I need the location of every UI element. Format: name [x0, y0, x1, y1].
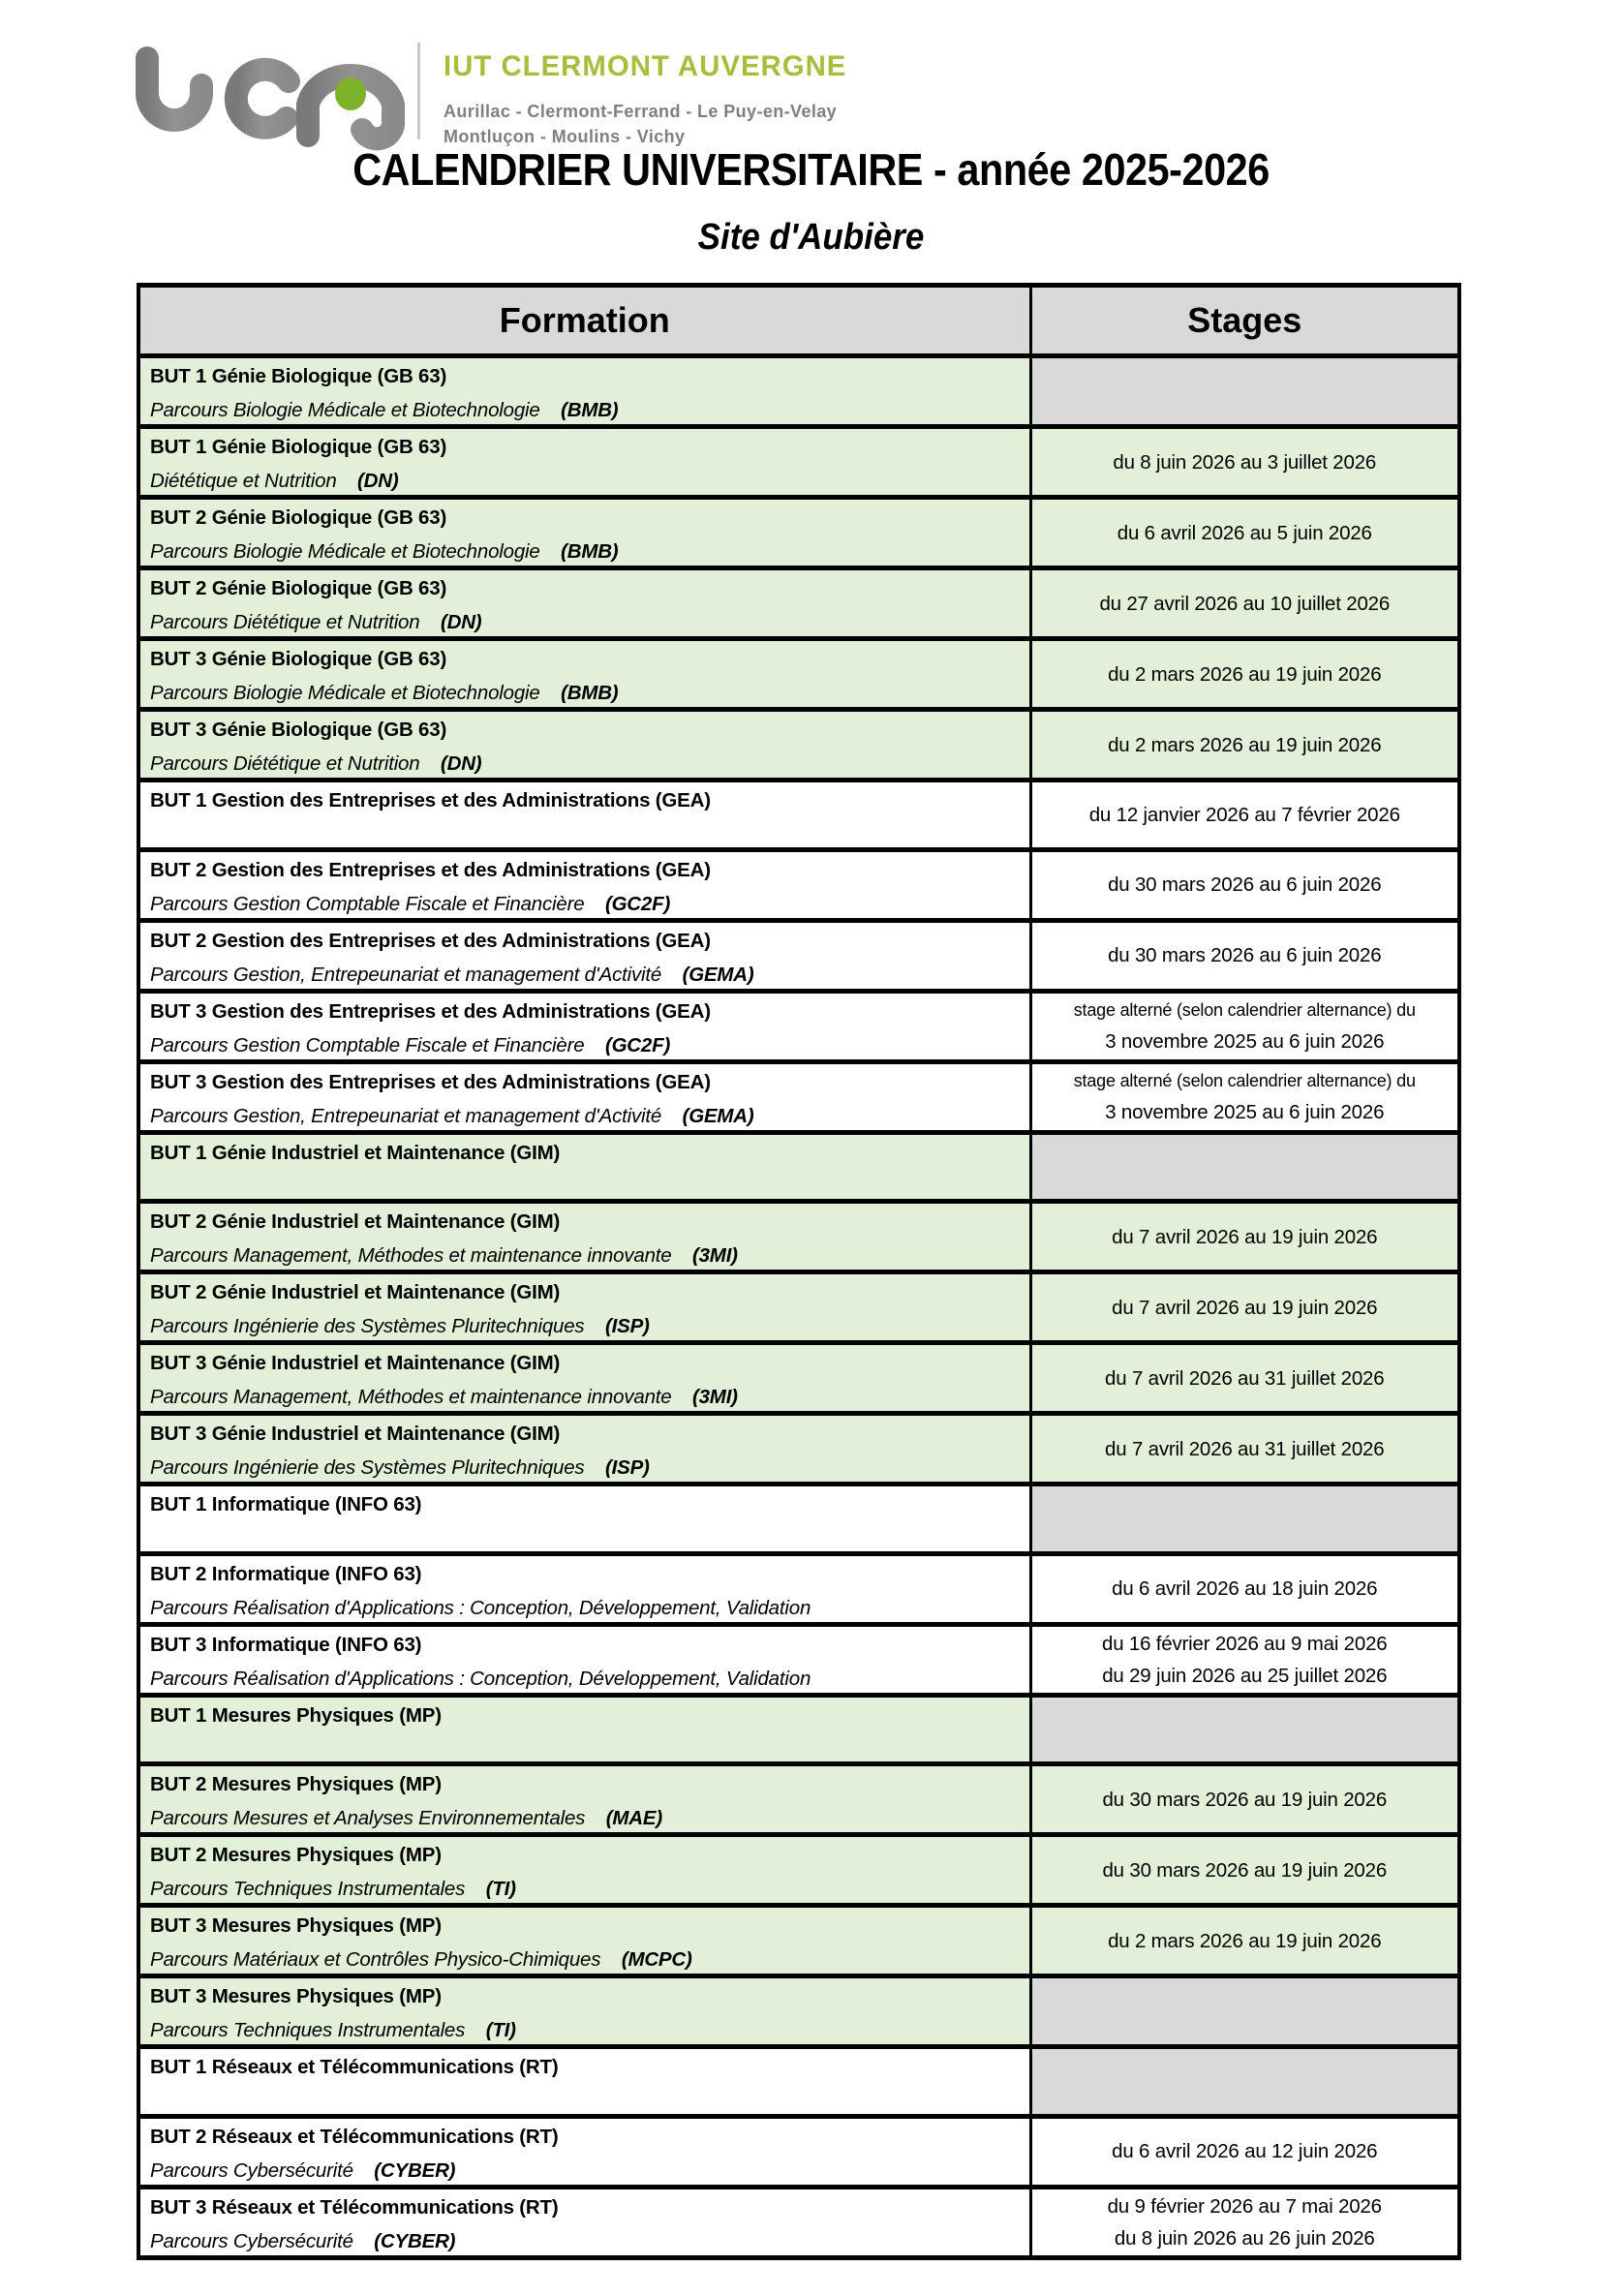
stages-cell: [1030, 568, 1459, 639]
table-row: [138, 1624, 1459, 1695]
stages-cell: [1030, 1695, 1459, 1764]
parcours-code: (GEMA): [682, 963, 754, 986]
stage-period: du 30 mars 2026 au 6 juin 2026: [1108, 944, 1382, 966]
parcours-label: Parcours Cybersécurité: [150, 2158, 353, 2182]
parcours-code: (BMB): [561, 682, 619, 704]
stage-period: du 30 mars 2026 au 19 juin 2026: [1102, 1788, 1388, 1811]
formation-title: BUT 3 Réseaux et Télécommunications (RT): [150, 2195, 559, 2219]
stage-period: du 8 juin 2026 au 26 juin 2026: [1114, 2226, 1375, 2250]
table-row: [138, 427, 1459, 498]
parcours-label: Parcours Techniques Instrumentales: [150, 1878, 466, 1900]
parcours-code: (TI): [485, 2019, 516, 2041]
formation-cell: [138, 498, 1030, 568]
formation-cell: [138, 849, 1030, 920]
parcours-label: Parcours Biologie Médicale et Biotechnologie: [150, 540, 540, 563]
formation-title: BUT 1 Gestion des Entreprises et des Administrations (GEA): [150, 789, 711, 811]
table-row: [138, 1695, 1459, 1764]
parcours-code: (GC2F): [604, 892, 671, 915]
stages-cell: [1030, 710, 1459, 781]
page-title: CALENDRIER UNIVERSITAIRE - année 2025-2026: [352, 144, 1270, 195]
stage-period: du 2 mars 2026 au 19 juin 2026: [1108, 662, 1382, 686]
table-body: [138, 356, 1459, 2258]
stage-period: du 9 février 2026 au 7 mai 2026: [1107, 2194, 1382, 2218]
formation-parcours: [150, 1241, 1018, 1270]
stage-period: du 6 avril 2026 au 18 juin 2026: [1112, 1577, 1378, 1600]
logo-divider: [417, 43, 420, 139]
table-row: [138, 1202, 1459, 1272]
stage-period: du 6 avril 2026 au 5 juin 2026: [1117, 521, 1372, 544]
formation-title: BUT 1 Génie Industriel et Maintenance (GIM): [150, 1141, 561, 1164]
table-row: [138, 1414, 1459, 1485]
formation-parcours: [150, 961, 1018, 989]
parcours-label: Parcours Techniques Instrumentales: [150, 2019, 466, 2041]
formation-cell: [138, 1132, 1030, 1202]
formation-parcours: [150, 2157, 1018, 2185]
formation-title: BUT 2 Mesures Physiques (MP): [150, 1773, 442, 1795]
stage-period: du 2 mars 2026 au 19 juin 2026: [1108, 733, 1382, 756]
stages-cell: [1030, 639, 1459, 710]
formation-title: BUT 3 Génie Biologique (GB 63): [150, 648, 447, 670]
formation-cell: [138, 1414, 1030, 1485]
formation-title: BUT 1 Génie Biologique (GB 63): [150, 436, 447, 458]
parcours-code: (BMB): [561, 540, 619, 563]
parcours-label: Parcours Biologie Médicale et Biotechnologie: [150, 399, 540, 421]
table-row: [138, 1061, 1459, 1132]
stage-period: du 8 juin 2026 au 3 juillet 2026: [1113, 450, 1377, 474]
table-row: [138, 568, 1459, 639]
campus-cities-line1: Aurillac - Clermont-Ferrand - Le Puy-en-Velay: [444, 102, 838, 121]
stage-period: du 16 février 2026 au 9 mai 2026: [1102, 1632, 1388, 1655]
stage-period: du 7 avril 2026 au 19 juin 2026: [1112, 1225, 1378, 1248]
formation-title: BUT 3 Génie Industriel et Maintenance (GIM): [150, 1352, 561, 1374]
formation-parcours: [150, 1665, 1018, 1693]
table-row: [138, 1343, 1459, 1414]
parcours-code: (3MI): [691, 1244, 738, 1267]
formation-cell: [138, 1906, 1030, 1976]
formation-title: BUT 3 Mesures Physiques (MP): [150, 1914, 442, 1937]
formation-cell: [138, 1061, 1030, 1132]
table-row: [138, 849, 1459, 920]
table-row: [138, 781, 1459, 850]
formation-cell: [138, 1553, 1030, 1624]
formation-title: BUT 3 Génie Industriel et Maintenance (GIM): [150, 1423, 561, 1445]
formation-title: BUT 2 Gestion des Entreprises et des Administrations (GEA): [150, 858, 711, 881]
stage-period: du 7 avril 2026 au 31 juillet 2026: [1105, 1366, 1385, 1390]
stage-period: du 30 mars 2026 au 6 juin 2026: [1108, 873, 1382, 896]
stages-cell: [1030, 2116, 1459, 2187]
calendar-table: [137, 283, 1461, 2260]
table-row: [138, 1764, 1459, 1835]
formation-cell: [138, 1695, 1030, 1764]
parcours-label: Parcours Réalisation d'Applications : Conception, Développement, Validation: [150, 1667, 811, 1690]
formation-parcours: [150, 396, 1018, 424]
stages-cell: [1030, 1061, 1459, 1132]
parcours-label: Parcours Ingénierie des Systèmes Pluritechniques: [150, 1315, 585, 1337]
formation-parcours: [150, 1031, 1018, 1059]
formation-cell: [138, 781, 1030, 850]
stages-cell: [1030, 1624, 1459, 1695]
formation-cell: [138, 427, 1030, 498]
formation-cell: [138, 2047, 1030, 2117]
stage-period: du 30 mars 2026 au 19 juin 2026: [1102, 1858, 1388, 1882]
formation-parcours: [150, 679, 1018, 707]
parcours-label: Parcours Cybersécurité: [150, 2229, 353, 2252]
formation-title: BUT 1 Informatique (INFO 63): [150, 1493, 422, 1515]
formation-parcours: [150, 2016, 1018, 2044]
formation-title: BUT 2 Informatique (INFO 63): [150, 1562, 422, 1585]
parcours-code: (GEMA): [682, 1104, 754, 1127]
table-row: [138, 1835, 1459, 1906]
table-row: [138, 1272, 1459, 1343]
parcours-label: Parcours Gestion, Entrepeunariat et management d'Activité: [150, 1104, 662, 1127]
table-row: [138, 498, 1459, 568]
stages-cell: [1030, 1485, 1459, 1554]
parcours-code: (MCPC): [621, 1948, 692, 1971]
formation-title: BUT 1 Réseaux et Télécommunications (RT): [150, 2056, 559, 2078]
parcours-code: (DN): [440, 611, 482, 633]
stages-cell: [1030, 1976, 1459, 2047]
table-row: [138, 356, 1459, 427]
formation-title: BUT 3 Génie Biologique (GB 63): [150, 719, 447, 741]
brand-text-block: [444, 50, 855, 149]
stage-period: stage alterné (selon calendrier alternance) du: [1073, 1070, 1416, 1090]
formation-parcours: [150, 1312, 1018, 1340]
formation-title: BUT 3 Gestion des Entreprises et des Administrations (GEA): [150, 999, 711, 1023]
formation-parcours: [150, 1875, 1018, 1903]
uca-logo: [134, 48, 424, 145]
formation-title: BUT 2 Réseaux et Télécommunications (RT): [150, 2125, 559, 2148]
formation-cell: [138, 1764, 1030, 1835]
parcours-label: Parcours Matériaux et Contrôles Physico-Chimiques: [150, 1948, 601, 1971]
stage-period: du 2 mars 2026 au 19 juin 2026: [1108, 1929, 1382, 1952]
formation-title: BUT 3 Informatique (INFO 63): [150, 1633, 422, 1656]
parcours-code: (DN): [440, 752, 482, 775]
formation-cell: [138, 639, 1030, 710]
table-row: [138, 2187, 1459, 2257]
formation-cell: [138, 920, 1030, 991]
page-subtitle: Site d'Aubière: [697, 217, 925, 258]
table-row: [138, 639, 1459, 710]
stages-cell: [1030, 1835, 1459, 1906]
parcours-label: Parcours Diététique et Nutrition: [150, 611, 420, 633]
stage-period: du 7 avril 2026 au 31 juillet 2026: [1105, 1437, 1385, 1460]
stage-period: 3 novembre 2025 au 6 juin 2026: [1105, 1100, 1385, 1123]
stages-cell: [1030, 781, 1459, 850]
formation-cell: [138, 356, 1030, 427]
parcours-code: (ISP): [604, 1456, 650, 1479]
stage-period: du 7 avril 2026 au 19 juin 2026: [1112, 1296, 1378, 1319]
formation-cell: [138, 1835, 1030, 1906]
formation-parcours: [150, 1454, 1018, 1482]
table-row: [138, 1485, 1459, 1554]
formation-cell: [138, 568, 1030, 639]
formation-title: BUT 2 Gestion des Entreprises et des Administrations (GEA): [150, 929, 711, 952]
formation-parcours: [150, 890, 1018, 918]
parcours-label: Parcours Mesures et Analyses Environnementales: [150, 1807, 586, 1829]
formation-title: BUT 2 Génie Industriel et Maintenance (GIM): [150, 1210, 561, 1233]
stages-cell: [1030, 1764, 1459, 1835]
formation-title: BUT 1 Mesures Physiques (MP): [150, 1703, 442, 1727]
parcours-code: (3MI): [691, 1386, 738, 1408]
formation-title: BUT 2 Mesures Physiques (MP): [150, 1844, 442, 1866]
formation-cell: [138, 1485, 1030, 1554]
formation-parcours: [150, 1594, 1018, 1622]
logo-green-dot: [335, 77, 366, 110]
stages-cell: [1030, 1906, 1459, 1976]
parcours-label: Parcours Gestion Comptable Fiscale et Financière: [150, 892, 585, 915]
table-header-row: [138, 286, 1459, 356]
formation-parcours: [150, 1804, 1018, 1832]
formation-title: BUT 2 Génie Biologique (GB 63): [150, 577, 447, 599]
stages-cell: [1030, 1272, 1459, 1343]
formation-cell: [138, 1272, 1030, 1343]
parcours-code: (ISP): [604, 1315, 650, 1337]
stage-period: du 6 avril 2026 au 12 juin 2026: [1112, 2140, 1378, 2162]
formation-title: BUT 2 Génie Biologique (GB 63): [150, 506, 447, 529]
table-row: [138, 710, 1459, 781]
stages-cell: [1030, 920, 1459, 991]
stages-cell: [1030, 2047, 1459, 2117]
formation-parcours: [150, 750, 1018, 778]
parcours-label: Parcours Gestion, Entrepeunariat et management d'Activité: [150, 963, 662, 986]
parcours-code: (CYBER): [374, 2158, 456, 2182]
table-row: [138, 1132, 1459, 1202]
formation-parcours: [150, 537, 1018, 566]
formation-parcours: [150, 1383, 1018, 1411]
parcours-code: (CYBER): [374, 2229, 456, 2252]
stage-period: du 29 juin 2026 au 25 juillet 2026: [1102, 1664, 1388, 1687]
formation-cell: [138, 2116, 1030, 2187]
parcours-code: (GC2F): [604, 1033, 671, 1056]
table-row: [138, 2116, 1459, 2187]
table-row: [138, 2047, 1459, 2117]
stage-period: 3 novembre 2025 au 6 juin 2026: [1105, 1029, 1385, 1053]
parcours-label: Parcours Diététique et Nutrition: [150, 752, 420, 775]
stages-cell: [1030, 1414, 1459, 1485]
campus-cities-line2: Montluçon - Moulins - Vichy: [444, 127, 686, 146]
table-row: [138, 1976, 1459, 2047]
formation-cell: [138, 1202, 1030, 1272]
formation-parcours: [150, 608, 1018, 636]
table-row: [138, 1553, 1459, 1624]
stages-cell: [1030, 356, 1459, 427]
formation-title: BUT 2 Génie Industriel et Maintenance (GIM): [150, 1281, 561, 1303]
parcours-code: (DN): [357, 470, 399, 492]
formation-cell: [138, 710, 1030, 781]
formation-cell: [138, 1976, 1030, 2047]
parcours-code: (MAE): [605, 1807, 662, 1829]
formation-title: BUT 1 Génie Biologique (GB 63): [150, 365, 447, 387]
formation-cell: [138, 1624, 1030, 1695]
formation-parcours: [150, 2227, 1018, 2255]
stage-period: du 12 janvier 2026 au 7 février 2026: [1088, 803, 1400, 826]
parcours-label: Parcours Gestion Comptable Fiscale et Financière: [150, 1033, 585, 1056]
parcours-label: Parcours Ingénierie des Systèmes Pluritechniques: [150, 1456, 585, 1479]
parcours-label: Parcours Réalisation d'Applications : Conception, Développement, Validation: [150, 1596, 811, 1619]
stages-cell: [1030, 498, 1459, 568]
institute-name: IUT CLERMONT AUVERGNE: [444, 50, 847, 82]
stage-period: stage alterné (selon calendrier alternance) du: [1073, 999, 1416, 1020]
formation-cell: [138, 2187, 1030, 2257]
column-header-stages: Stages: [1030, 286, 1459, 356]
table-row: [138, 991, 1459, 1061]
parcours-label: Parcours Management, Méthodes et maintenance innovante: [150, 1386, 672, 1408]
formation-parcours: [150, 467, 1018, 495]
parcours-label: Parcours Management, Méthodes et maintenance innovante: [150, 1244, 672, 1267]
stages-cell: [1030, 991, 1459, 1061]
parcours-label: Parcours Biologie Médicale et Biotechnologie: [150, 682, 540, 704]
formation-parcours: [150, 1102, 1018, 1130]
table-row: [138, 1906, 1459, 1976]
stage-period: du 27 avril 2026 au 10 juillet 2026: [1099, 592, 1391, 615]
formation-parcours: [150, 1945, 1018, 1974]
stages-cell: [1030, 1132, 1459, 1202]
stages-cell: [1030, 427, 1459, 498]
stages-cell: [1030, 1202, 1459, 1272]
parcours-label: Diététique et Nutrition: [150, 470, 337, 492]
formation-title: BUT 3 Gestion des Entreprises et des Administrations (GEA): [150, 1070, 711, 1093]
formation-cell: [138, 991, 1030, 1061]
stages-cell: [1030, 1343, 1459, 1414]
formation-cell: [138, 1343, 1030, 1414]
formation-title: BUT 3 Mesures Physiques (MP): [150, 1985, 442, 2007]
stages-cell: [1030, 2187, 1459, 2257]
parcours-code: (TI): [485, 1878, 516, 1900]
parcours-code: (BMB): [561, 399, 619, 421]
table-row: [138, 920, 1459, 991]
stages-cell: [1030, 1553, 1459, 1624]
stages-cell: [1030, 849, 1459, 920]
column-header-formation: Formation: [138, 286, 1030, 356]
